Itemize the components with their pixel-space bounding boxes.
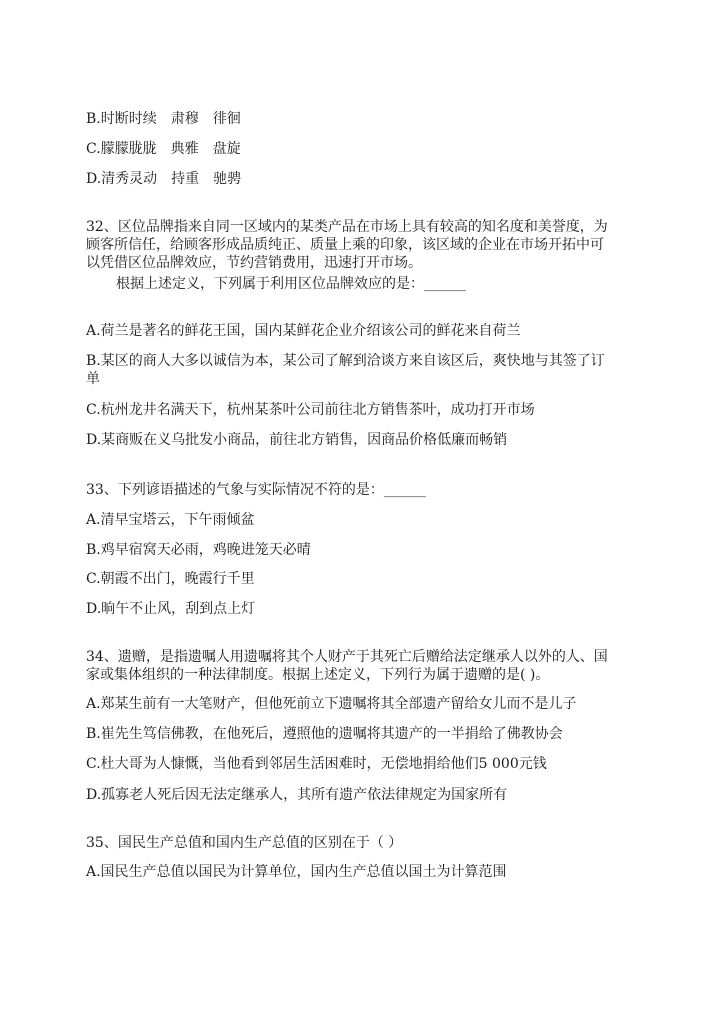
q33-option-b: B.鸡早宿窝天必雨，鸡晚进笼天必晴 xyxy=(86,542,311,558)
q34-option-b: B.崔先生笃信佛教，在他死后，遵照他的遗嘱将其遗产的一半捐给了佛教协会 xyxy=(86,726,563,742)
q34-stem-line: 家或集体组织的一种法律制度。根据上述定义，下列行为属于遗赠的是( )。 xyxy=(86,667,550,683)
q34-option-a: A.郑某生前有一大笔财产，但他死前立下遗嘱将其全部遗产留给女儿而不是儿子 xyxy=(86,696,577,712)
q32-option-c: C.杭州龙井名满天下，杭州某茶叶公司前往北方销售茶叶，成功打开市场 xyxy=(86,402,535,418)
q32-prompt: 根据上述定义，下列属于利用区位品牌效应的是：______ xyxy=(116,276,466,292)
q32-option-a: A.荷兰是著名的鲜花王国，国内某鲜花企业介绍该公司的鲜花来自荷兰 xyxy=(86,323,521,339)
q32-option-b xyxy=(86,352,634,388)
q34-option-d: D.孤寡老人死后因无法定继承人，其所有遗产依法律规定为国家所有 xyxy=(86,787,508,803)
q32-option-b-line: B.某区的商人大多以诚信为本，某公司了解到洽谈方来自该区后，爽快地与其签了订 xyxy=(86,353,605,369)
q35-stem: 35、国民生产总值和国内生产总值的区别在于（ ） xyxy=(86,835,403,851)
q33-stem: 33、下列谚语描述的气象与实际情况不符的是：______ xyxy=(86,482,426,498)
q31-option-d: D.清秀灵动 持重 驰骋 xyxy=(86,171,242,187)
q33-option-c: C.朝霞不出门，晚霞行千里 xyxy=(86,571,255,587)
q33-option-d: D.晌午不止风，刮到点上灯 xyxy=(86,601,256,617)
q33-option-a: A.清早宝塔云，下午雨倾盆 xyxy=(86,512,255,528)
q32-option-d: D.某商贩在义乌批发小商品，前往北方销售，因商品价格低廉而畅销 xyxy=(86,432,508,448)
q35-option-a: A.国民生产总值以国民为计算单位，国内生产总值以国土为计算范围 xyxy=(86,864,507,880)
q32-option-b-line: 单 xyxy=(86,371,100,387)
q32-stem-line: 以凭借区位品牌效应，节约营销费用，迅速打开市场。 xyxy=(86,255,422,271)
q32-stem-line: 32、区位品牌指来自同一区域内的某类产品在市场上具有较高的知名度和美誉度，为 xyxy=(86,219,608,235)
q31-option-c: C.朦朦胧胧 典雅 盘旋 xyxy=(86,141,241,157)
q34-stem-line: 34、遗赠，是指遗嘱人用遗嘱将其个人财产于其死亡后赠给法定继承人以外的人、国 xyxy=(86,649,608,665)
q32-stem-line: 顾客所信任，给顾客形成品质纯正、质量上乘的印象，该区域的企业在市场开拓中可 xyxy=(86,237,604,253)
q31-option-b: B.时断时续 肃穆 徘徊 xyxy=(86,111,241,127)
q34-stem xyxy=(86,648,634,684)
q32-stem xyxy=(86,218,634,272)
q34-option-c: C.杜大哥为人慷慨，当他看到邻居生活困难时，无偿地捐给他们5 000元钱 xyxy=(86,756,547,772)
